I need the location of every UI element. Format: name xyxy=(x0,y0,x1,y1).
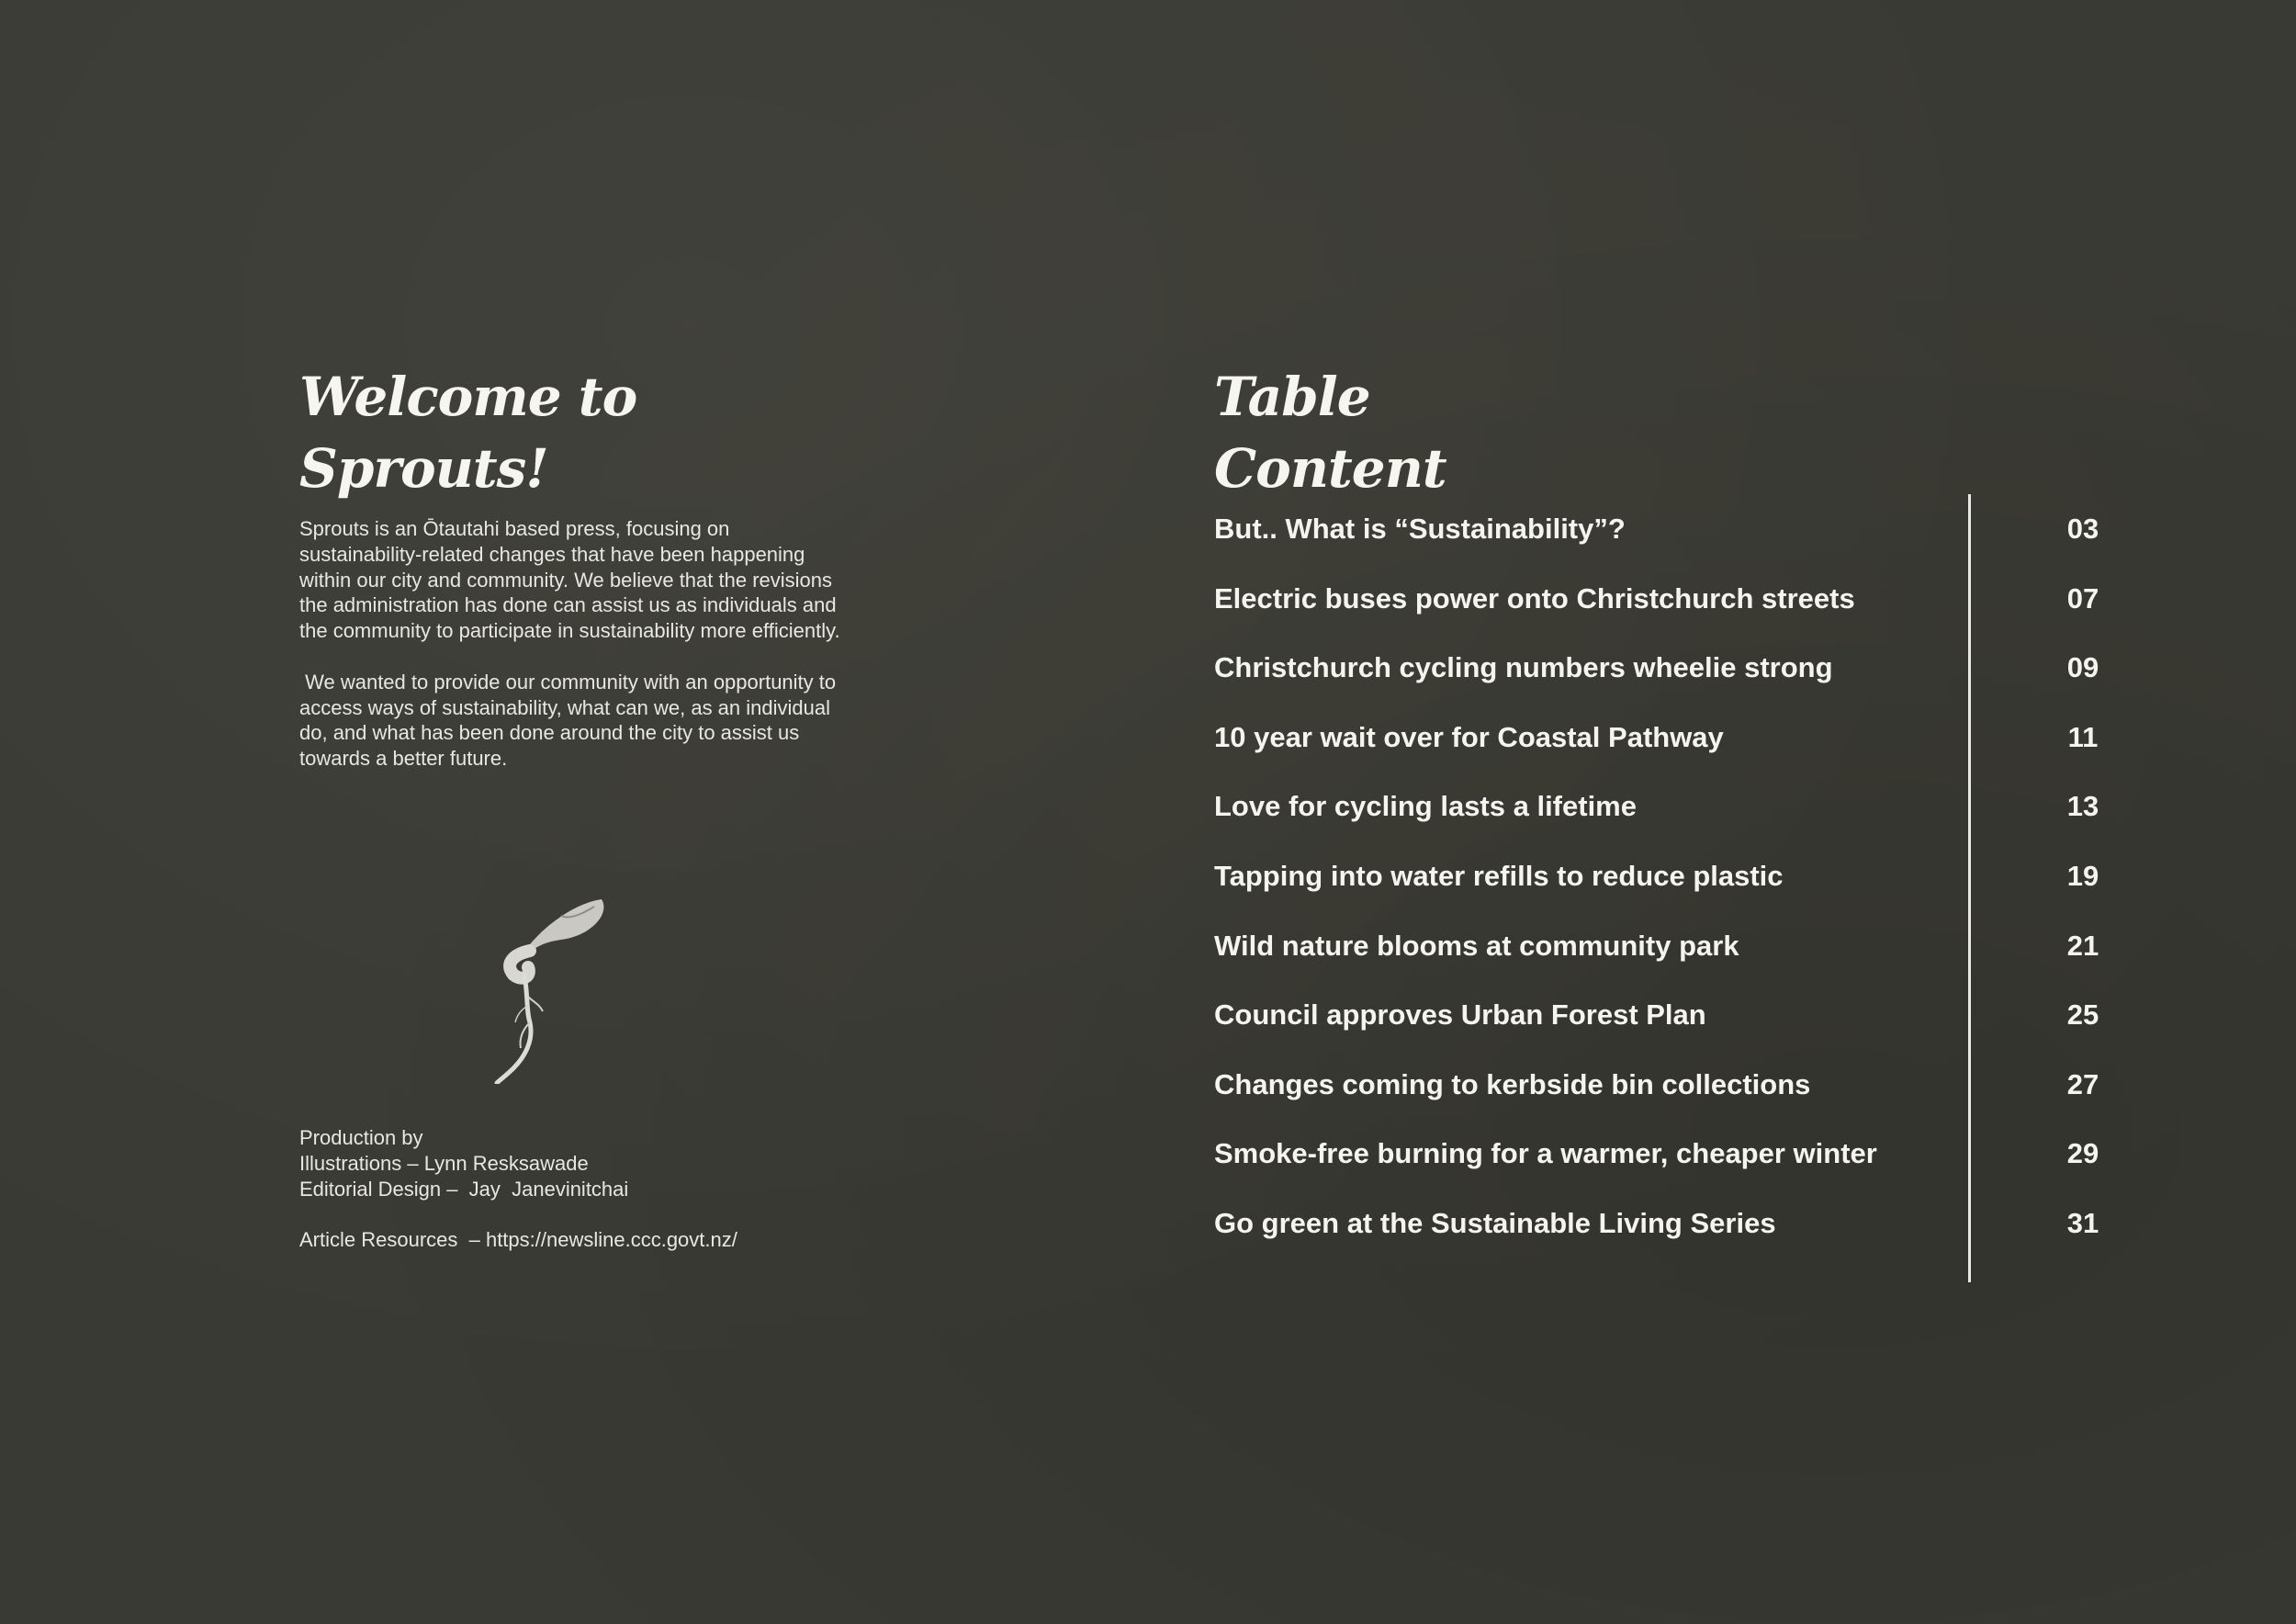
credits xyxy=(299,1125,850,1253)
toc-entry-page-number: 31 xyxy=(2066,1206,2099,1239)
toc-entry-page-number: 29 xyxy=(2066,1137,2099,1170)
credits-resources: Article Resources – https://newsline.ccc.govt.nz/ xyxy=(299,1228,737,1252)
right-page xyxy=(1148,0,2296,1624)
toc-entry-page-number: 11 xyxy=(2067,720,2099,753)
toc-entry[interactable] xyxy=(1214,497,2133,567)
toc-list xyxy=(1214,497,2133,1261)
toc-entry-title: Changes coming to kerbside bin collections xyxy=(1214,1067,1811,1100)
toc-entry-page-number: 19 xyxy=(2066,859,2099,892)
toc-entry-page-number: 09 xyxy=(2066,651,2099,684)
credits-illustrations: Illustrations – Lynn Resksawade xyxy=(299,1151,589,1175)
toc-entry-title: Love for cycling lasts a lifetime xyxy=(1214,790,1637,823)
toc-entry[interactable] xyxy=(1214,636,2133,705)
toc-entry-title: But.. What is “Sustainability”? xyxy=(1214,513,1626,545)
toc-entry-title: Smoke-free burning for a warmer, cheaper winter xyxy=(1214,1137,1877,1170)
toc-entry-title: Council approves Urban Forest Plan xyxy=(1214,998,1706,1032)
toc-entry-title: Go green at the Sustainable Living Series xyxy=(1214,1206,1776,1239)
toc-entry[interactable] xyxy=(1214,844,2133,914)
toc-entry-title: Tapping into water refills to reduce plastic xyxy=(1214,859,1784,892)
toc-entry-page-number: 27 xyxy=(2066,1067,2099,1100)
intro-paragraph-1: Sprouts is an Ōtautahi based press, focusing on sustainability-related changes that have been happening within our city and community. We believe that the revisions the administration has done can assist us as individuals and the community to participate in sustainability more efficiently. xyxy=(299,517,840,643)
welcome-title-line-1: Welcome to xyxy=(299,366,637,428)
welcome-title xyxy=(299,361,636,504)
toc-entry-page-number: 25 xyxy=(2066,998,2099,1032)
toc-entry[interactable] xyxy=(1214,1053,2133,1122)
toc-entry-page-number: 13 xyxy=(2066,790,2099,823)
credits-production: Production by xyxy=(299,1126,423,1149)
toc-entry-title: Electric buses power onto Christchurch streets xyxy=(1214,581,1855,615)
toc-title-line-2: Content xyxy=(1214,437,1446,500)
credits-editorial: Editorial Design – Jay Janevinitchai xyxy=(299,1177,629,1201)
toc-entry-title: Wild nature blooms at community park xyxy=(1214,929,1739,962)
toc-entry-title: 10 year wait over for Coastal Pathway xyxy=(1214,720,1724,753)
toc-entry-title: Christchurch cycling numbers wheelie strong xyxy=(1214,651,1833,684)
toc-title-line-1: Table xyxy=(1214,366,1370,428)
sprout-seedling-icon xyxy=(473,859,620,1084)
toc-entry-page-number: 21 xyxy=(2066,929,2099,962)
intro-paragraph-2: We wanted to provide our community with an opportunity to access ways of sustainability, what can we, as an individual do, and what has been done around the city to assist us towards a better future. xyxy=(299,670,842,771)
toc-entry-page-number: 03 xyxy=(2066,513,2099,545)
intro-text xyxy=(299,516,850,797)
toc-entry[interactable] xyxy=(1214,1191,2133,1261)
toc-title xyxy=(1214,361,1446,504)
toc-entry[interactable] xyxy=(1214,705,2133,775)
toc-entry[interactable] xyxy=(1214,567,2133,637)
toc-entry[interactable] xyxy=(1214,914,2133,984)
credits-spacer xyxy=(299,1201,850,1227)
welcome-title-line-2: Sprouts! xyxy=(299,437,548,500)
toc-entry[interactable] xyxy=(1214,983,2133,1053)
toc-entry[interactable] xyxy=(1214,1122,2133,1191)
toc-entry[interactable] xyxy=(1214,774,2133,844)
toc-entry-page-number: 07 xyxy=(2066,581,2099,615)
